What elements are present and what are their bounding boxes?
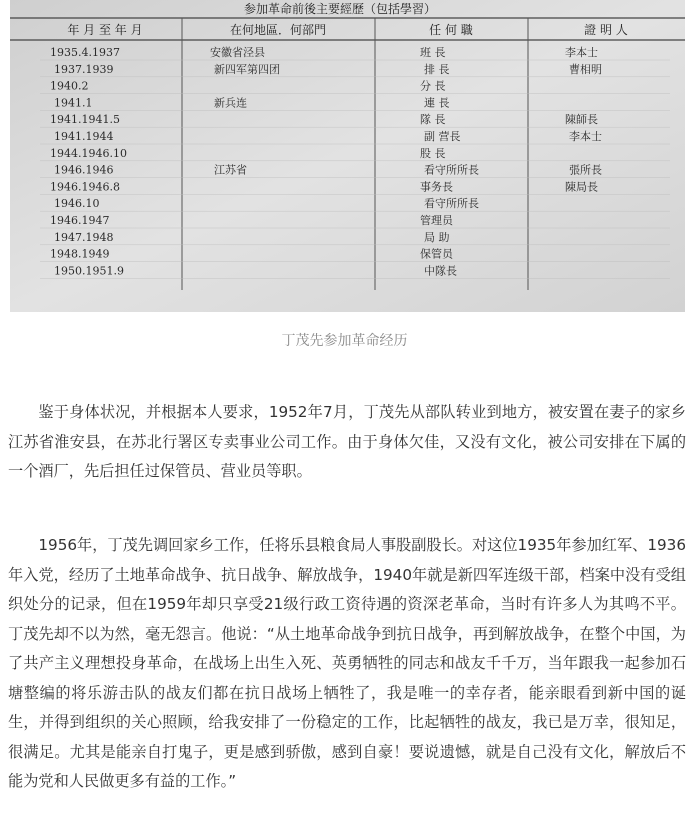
row-dates: 1937.1939 [54, 62, 114, 76]
row-dates: 1950.1951.9 [54, 264, 124, 278]
row-dates: 1946.1946.8 [50, 180, 120, 194]
paragraph-2: 1956年，丁茂先调回家乡工作，任将乐县粮食局人事股副股长。对这位1935年参加红军、1936年入党，经历了土地革命战争、抗日战争、解放战争，1940年就是新四军连级干部，档案中没有受组织处分的记录，但在1959年却只享受21级行政工资待遇的资深老革命，当时有许多人为其鸣不平。丁茂先却不以为然，毫无怨言。他说：“从土地革命战争到抗日战争，再到解放战争，在整个中国，为了共产主义理想投身革命，在战场上出生入死、英勇牺牲的同志和战友千千万，当年跟我一起参加石塘整编的将乐游击队的战友们都在抗日战场上牺牲了，我是唯一的幸存者，能亲眼看到新中国的诞生，并得到组织的关心照顾，给我安排了一份稳定的工作，比起牺牲的战友，我已是万幸，很知足，很满足。尤其是能亲自打鬼子，更是感到骄傲，感到自豪！要说遗憾，就是自己没有文化，解放后不能为党和人民做更多有益的工作。” [8, 536, 686, 790]
row-witness: 李本士 [569, 130, 602, 143]
row-post: 看守所所長 [424, 197, 479, 211]
archive-document-photo [10, 0, 685, 312]
row-post: 看守所所長 [424, 163, 479, 177]
row-post: 保管员 [420, 247, 453, 261]
row-post: 事务長 [420, 180, 453, 194]
row-dates: 1946.1946 [54, 163, 114, 177]
archive-table-image [10, 0, 685, 312]
row-post: 分 長 [420, 79, 446, 93]
document-title: 参加革命前後主要經歷（包括學習） [243, 2, 437, 16]
row-post: 班 長 [420, 46, 446, 59]
row-dates: 1940.2 [50, 79, 89, 93]
col-header-post: 任 何 職 [429, 23, 473, 37]
row-place: 江苏省 [214, 163, 247, 177]
row-post: 隊 長 [420, 113, 446, 127]
row-place: 安徽省泾县 [210, 46, 265, 59]
row-witness: 曹相明 [569, 62, 602, 76]
col-header-place: 在何地區．何部門 [229, 23, 327, 37]
row-post: 排 長 [424, 62, 450, 76]
row-place: 新四军第四团 [214, 62, 280, 76]
row-post: 連 長 [424, 96, 450, 110]
row-dates: 1948.1949 [50, 247, 110, 261]
col-header-witness: 證 明 人 [584, 23, 628, 37]
row-post: 管理员 [420, 214, 453, 227]
row-dates: 1946.1947 [50, 214, 110, 227]
row-place: 新兵连 [214, 96, 247, 110]
row-witness: 張所長 [569, 163, 602, 177]
row-dates: 1941.1941.5 [50, 113, 120, 127]
row-post: 副 营長 [424, 130, 461, 143]
paragraph-1: 鉴于身体状况，并根据本人要求，1952年7月，丁茂先从部队转业到地方，被安置在妻子的家乡江苏省淮安县，在苏北行署区专卖事业公司工作。由于身体欠佳，又没有文化，被公司安排在下属的一个酒厂，先后担任过保管员、营业员等职。 [8, 403, 686, 480]
photo-caption: 丁茂先参加革命经历 [281, 333, 408, 349]
row-witness: 陳局長 [565, 180, 598, 194]
row-witness: 陳師長 [565, 113, 598, 127]
row-post: 中隊長 [424, 264, 457, 278]
row-dates: 1941.1944 [54, 130, 114, 143]
row-dates: 1935.4.1937 [50, 46, 120, 59]
row-post: 局 助 [424, 230, 450, 244]
row-dates: 1946.10 [54, 197, 100, 211]
row-witness: 李本士 [565, 46, 598, 59]
row-post: 股 長 [420, 146, 446, 160]
col-header-dates: 年 月 至 年 月 [67, 23, 143, 37]
row-dates: 1941.1 [54, 96, 93, 110]
row-dates: 1947.1948 [54, 230, 114, 244]
row-dates: 1944.1946.10 [50, 146, 127, 160]
